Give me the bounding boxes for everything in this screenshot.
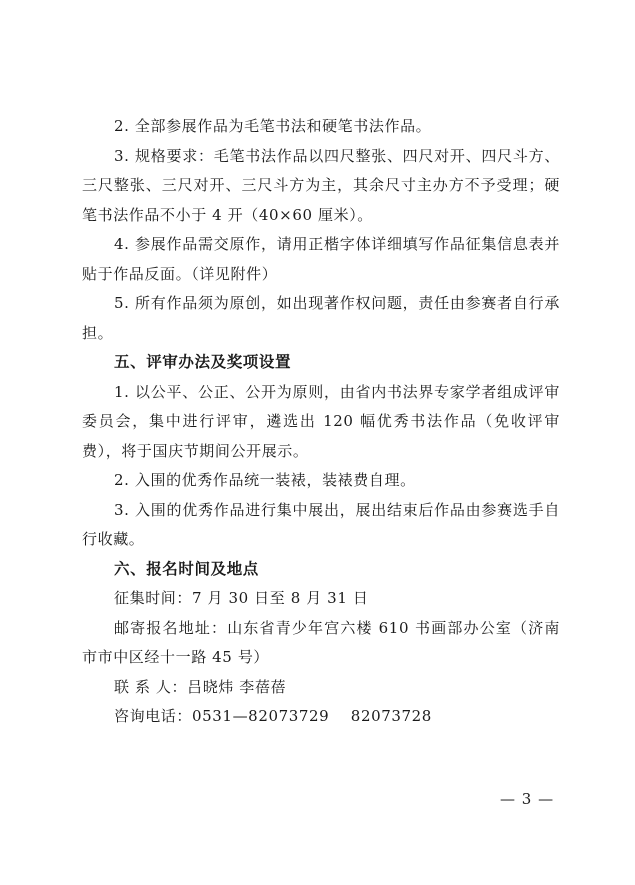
review-item-2: 2. 入围的优秀作品统一装裱，装裱费自理。: [114, 471, 416, 489]
mailing-address: 邮寄报名地址：山东省青少年宫六楼 610 书画部办公室（济南市市中区经十一路 45 号）: [82, 618, 560, 666]
requirement-item-3: 3. 规格要求：毛笔书法作品以四尺整张、四尺对开、四尺斗方、三尺整张、三尺对开、三尺斗方为主，其余尺寸主办方不予受理；硬笔书法作品不小于 4 开（40×60 厘米）。: [82, 146, 560, 224]
review-item-3: 3. 入围的优秀作品进行集中展出，展出结束后作品由参赛选手自行收藏。: [82, 500, 560, 548]
page-number: — 3 —: [500, 790, 555, 808]
requirement-item-2: 2. 全部参展作品为毛笔书法和硬笔书法作品。: [114, 117, 432, 135]
requirement-item-4: 4. 参展作品需交原作，请用正楷字体详细填写作品征集信息表并贴于作品反面。（详见附件）: [82, 235, 560, 283]
document-body: [82, 112, 560, 732]
section-5-heading: 五、评审办法及奖项设置: [114, 353, 292, 371]
contact-phone: 咨询电话：0531—82073729 82073728: [114, 707, 432, 725]
collection-time: 征集时间：7 月 30 日至 8 月 31 日: [114, 589, 369, 607]
review-item-1: 1. 以公平、公正、公开为原则，由省内书法界专家学者组成评审委员会，集中进行评审，遴选出 120 幅优秀书法作品（免收评审费），将于国庆节期间公开展示。: [82, 382, 560, 460]
contact-person: 联 系 人：吕晓炜 李蓓蓓: [114, 677, 287, 696]
section-6-heading: 六、报名时间及地点: [114, 559, 259, 578]
requirement-item-5: 5. 所有作品须为原创，如出现著作权问题，责任由参赛者自行承担。: [82, 294, 560, 342]
